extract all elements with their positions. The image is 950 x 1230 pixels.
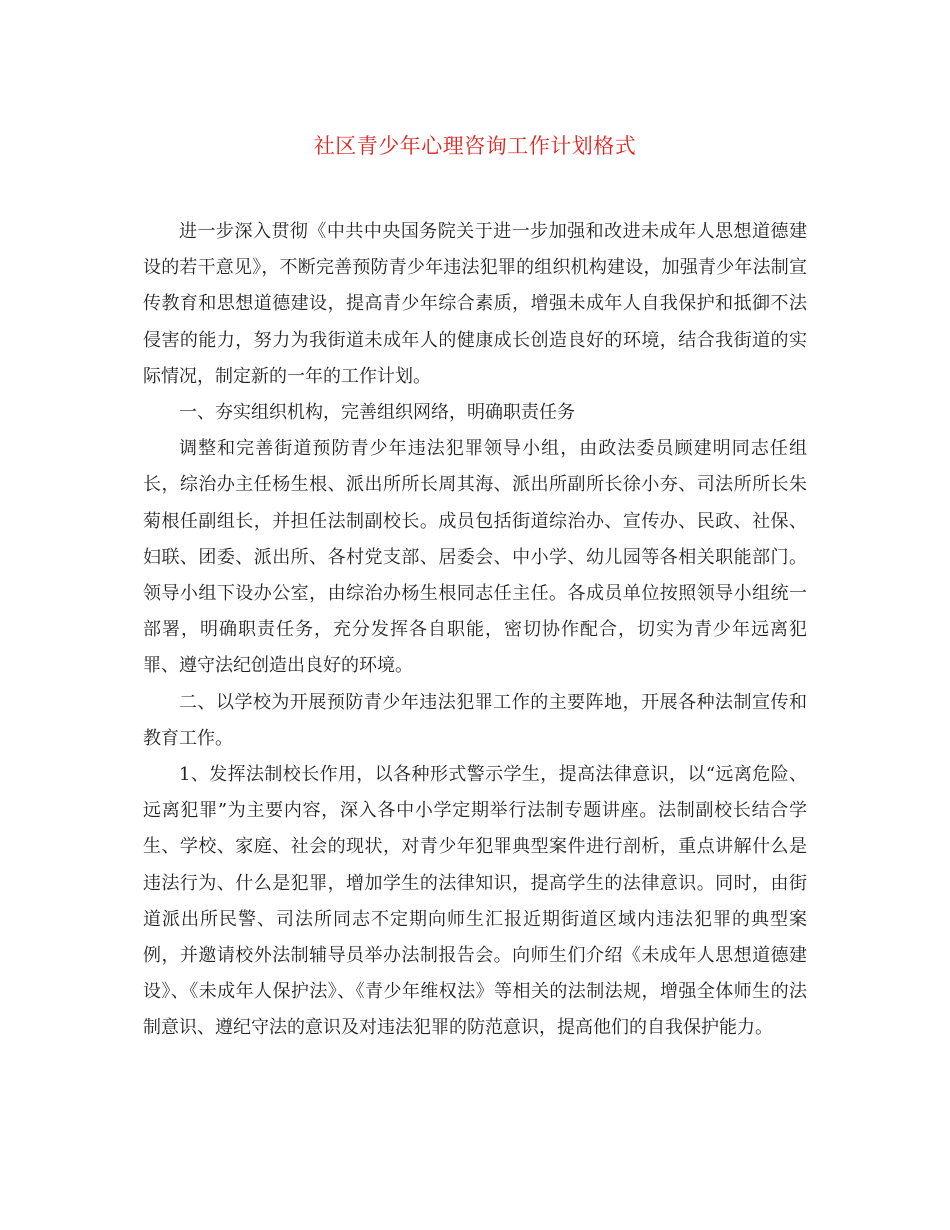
document-body	[143, 214, 807, 1047]
section-heading-2: 二、以学校为开展预防青少年违法犯罪工作的主要阵地，开展各种法制宣传和教育工作。	[143, 691, 807, 749]
document-title: 社区青少年心理咨询工作计划格式	[313, 134, 637, 158]
paragraph-intro: 进一步深入贯彻《中共中央国务院关于进一步加强和改进未成年人思想道德建设的若干意见》，不断完善预防青少年违法犯罪的组织机构建设，加强青少年法制宣传教育和思想道德建设，提高青少年综合素质，增强未成年人自我保护和抵御不法侵害的能力，努力为我街道未成年人的健康成长创造良好的环境，结合我街道的实际情况，制定新的一年的工作计划。	[143, 221, 807, 387]
paragraph-legal-principal: 1、发挥法制校长作用，以各种形式警示学生，提高法律意识，以“远离危险、远离犯罪”为主要内容，深入各中小学定期举行法制专题讲座。法制副校长结合学生、学校、家庭、社会的现状，对青少年犯罪典型案件进行剖析，重点讲解什么是违法行为、什么是犯罪，增加学生的法律知识，提高学生的法律意识。同时，由街道派出所民警、司法所同志不定期向师生汇报近期街道区域内违法犯罪的典型案例，并邀请校外法制辅导员举办法制报告会。向师生们介绍《未成年人思想道德建设》、《未成年人保护法》、《青少年维权法》等相关的法制法规，增强全体师生的法制意识、遵纪守法的意识及对违法犯罪的防范意识，提高他们的自我保护能力。	[143, 764, 807, 1039]
paragraph-leadership-group: 调整和完善街道预防青少年违法犯罪领导小组，由政法委员顾建明同志任组长，综治办主任杨生根、派出所所长周其海、派出所副所长徐小夯、司法所所长朱菊根任副组长，并担任法制副校长。成员包括街道综治办、宣传办、民政、社保、妇联、团委、派出所、各村党支部、居委会、中小学、幼儿园等各相关职能部门。领导小组下设办公室，由综治办杨生根同志任主任。各成员单位按照领导小组统一部署，明确职责任务，充分发挥各自职能，密切协作配合，切实为青少年远离犯罪、遵守法纪创造出良好的环境。	[143, 438, 807, 677]
section-heading-1: 一、夯实组织机构，完善组织网络，明确职责任务	[179, 402, 575, 424]
